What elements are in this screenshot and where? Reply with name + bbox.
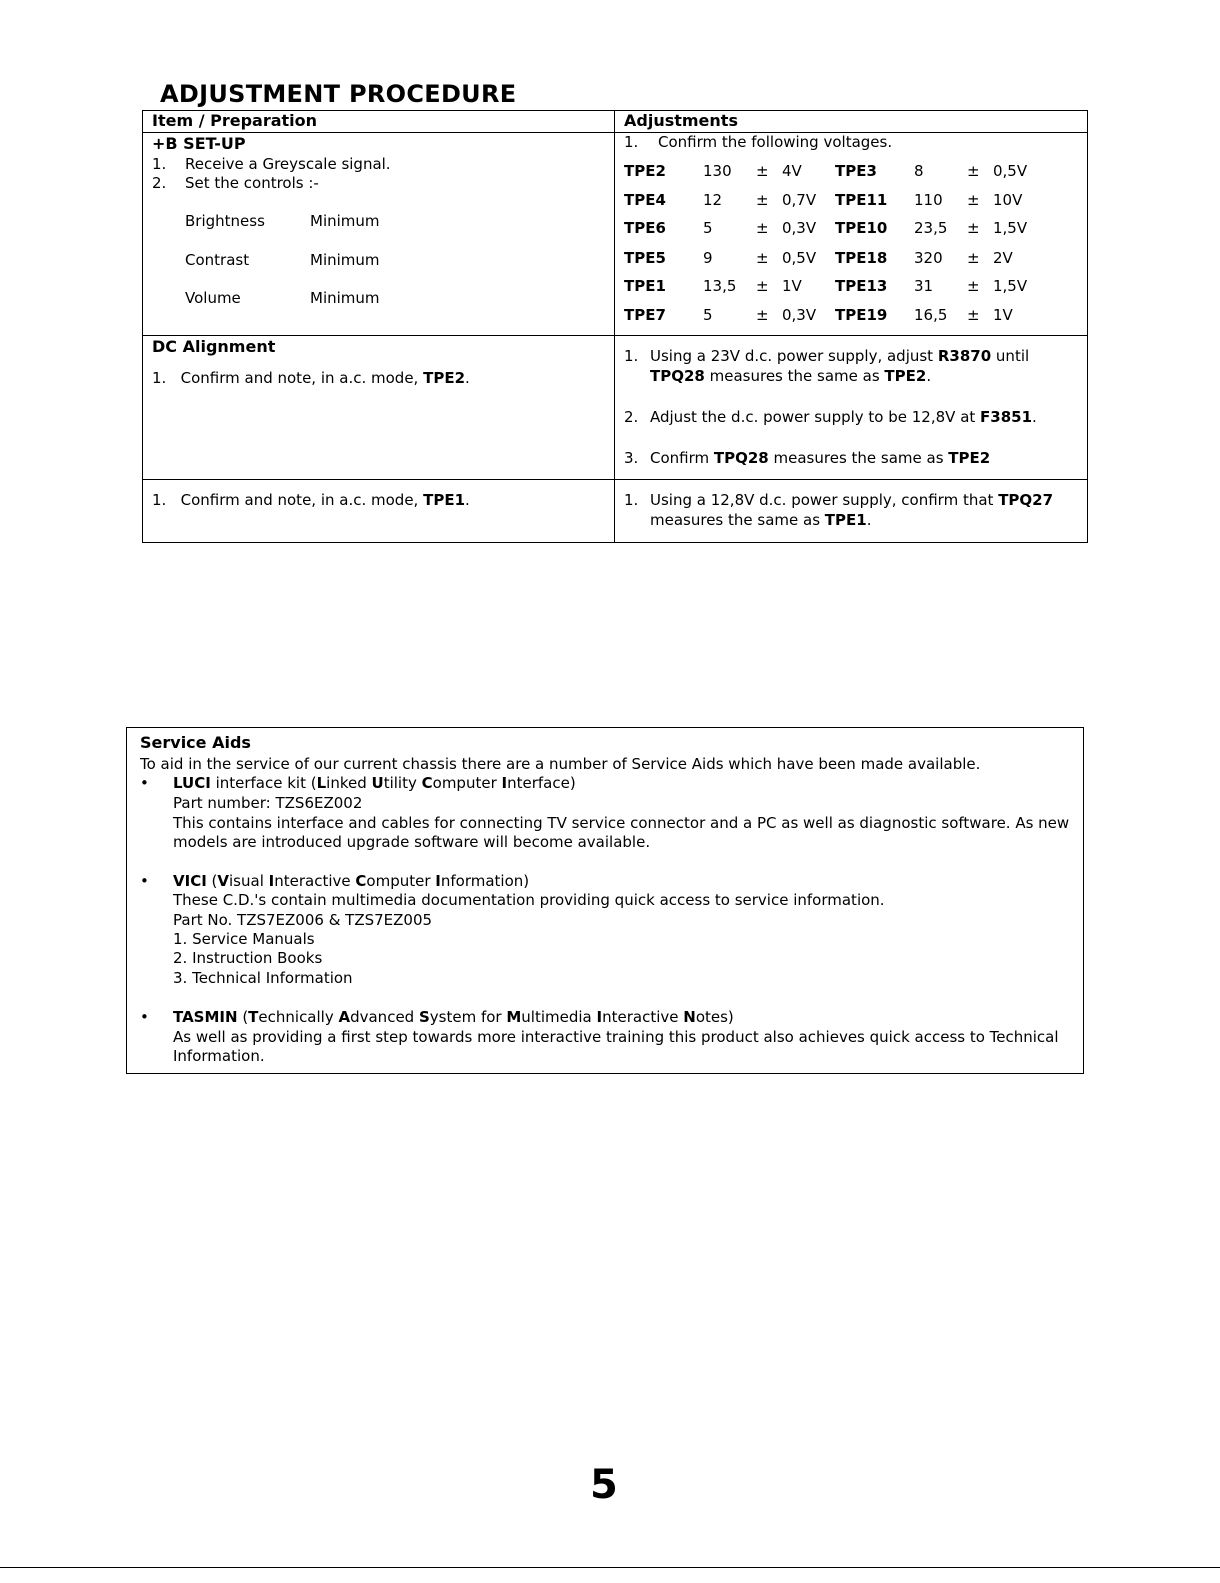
voltage-cell: 0,7V <box>782 191 817 209</box>
voltage-cell: ± <box>967 219 980 237</box>
control-value: Minimum <box>310 289 380 307</box>
voltage-cell: 0,5V <box>782 249 817 267</box>
voltage-cell: 31 <box>914 277 934 295</box>
prep-text: Confirm and note, in a.c. mode, <box>180 369 424 387</box>
list-item: 3. <box>624 449 639 467</box>
voltage-cell: ± <box>756 306 769 324</box>
vici-name: VICI <box>173 872 207 890</box>
text: measures the same as <box>650 511 825 529</box>
tasmin-name: TASMIN <box>173 1008 238 1026</box>
text-bold: TPQ28 <box>650 367 705 385</box>
luci-part: Part number: TZS6EZ002 <box>173 794 363 812</box>
table-header-divider <box>142 132 1088 133</box>
voltage-cell: 16,5 <box>914 306 948 324</box>
bullet: • <box>140 774 149 792</box>
page-number: 5 <box>590 1462 618 1508</box>
text-bold: TPE2 <box>948 449 991 467</box>
list-item: 2. <box>624 408 639 426</box>
table-row-divider <box>142 479 1088 480</box>
voltage-cell: 4V <box>782 162 802 180</box>
control-name: Volume <box>185 289 241 307</box>
col-header-item: Item / Preparation <box>152 111 318 130</box>
luci-desc: This contains interface and cables for connecting TV service connector and a PC as well as diagnostic software. As new <box>173 814 1070 832</box>
prep-bold: TPE2 <box>423 369 466 387</box>
list-item-text: TPQ28 measures the same as TPE2. <box>650 367 932 385</box>
text: measures the same as <box>704 367 885 385</box>
voltage-cell: ± <box>967 306 980 324</box>
bullet: • <box>140 1008 149 1026</box>
list-item: 1. <box>152 155 167 173</box>
text: measures the same as <box>768 449 949 467</box>
service-aids-intro: To aid in the service of our current chassis there are a number of Service Aids which have been made available. <box>140 755 981 773</box>
section-heading: +B SET-UP <box>152 134 246 153</box>
prep-text: Confirm and note, in a.c. mode, <box>180 491 424 509</box>
voltage-cell: 10V <box>993 191 1023 209</box>
voltage-cell: ± <box>967 191 980 209</box>
test-point-label: TPE4 <box>624 191 666 209</box>
page-title: ADJUSTMENT PROCEDURE <box>160 80 517 108</box>
tasmin-desc: As well as providing a first step towards more interactive training this product also achieves quick access to Technical <box>173 1028 1059 1046</box>
list-item: 2. <box>152 174 167 192</box>
vici-desc: These C.D.'s contain multimedia documentation providing quick access to service information. <box>173 891 885 909</box>
voltage-cell: 0,3V <box>782 219 817 237</box>
list-item: 1. Confirm and note, in a.c. mode, TPE2. <box>152 369 470 387</box>
voltage-cell: 0,5V <box>993 162 1028 180</box>
voltage-cell: 130 <box>703 162 732 180</box>
voltage-cell: ± <box>967 249 980 267</box>
list-item: 1. <box>624 491 639 509</box>
col-header-adjustments: Adjustments <box>624 111 738 130</box>
text-bold: TPE2 <box>884 367 927 385</box>
voltage-cell: ± <box>756 219 769 237</box>
voltage-cell: ± <box>756 191 769 209</box>
test-point-label: TPE2 <box>624 162 666 180</box>
list-item-text: Receive a Greyscale signal. <box>185 155 391 173</box>
text: Adjust the d.c. power supply to be 12,8V at <box>650 408 981 426</box>
bottom-rule <box>0 1567 1220 1568</box>
text-bold: F3851 <box>980 408 1033 426</box>
list-item: 1. <box>624 133 639 151</box>
tasmin-desc: Information. <box>173 1047 265 1065</box>
list-item-text: measures the same as TPE1. <box>650 511 872 529</box>
vici-part: Part No. TZS7EZ006 & TZS7EZ005 <box>173 911 433 929</box>
text: until <box>991 347 1030 365</box>
control-value: Minimum <box>310 251 380 269</box>
vici-item: 1. Service Manuals <box>173 930 315 948</box>
list-item: 1. <box>624 347 639 365</box>
voltage-cell: ± <box>967 277 980 295</box>
test-point-label: TPE13 <box>835 277 888 295</box>
luci-name: LUCI <box>173 774 211 792</box>
list-item-text <box>650 491 1053 509</box>
voltage-cell: ± <box>756 162 769 180</box>
voltage-cell: 5 <box>703 219 713 237</box>
voltage-cell: 8 <box>914 162 924 180</box>
voltage-cell: 5 <box>703 306 713 324</box>
voltage-cell: 0,3V <box>782 306 817 324</box>
voltage-cell: ± <box>756 277 769 295</box>
text: Using a 23V d.c. power supply, adjust <box>650 347 938 365</box>
text-bold: R3870 <box>937 347 992 365</box>
list-item: 1. Confirm and note, in a.c. mode, TPE1. <box>152 491 470 509</box>
test-point-label: TPE10 <box>835 219 888 237</box>
test-point-label: TPE5 <box>624 249 666 267</box>
test-point-label: TPE11 <box>835 191 888 209</box>
voltage-cell: 110 <box>914 191 943 209</box>
list-item-text: Adjust the d.c. power supply to be 12,8V at F3851. <box>650 408 1037 426</box>
test-point-label: TPE19 <box>835 306 888 324</box>
list-item-text <box>650 347 1029 365</box>
tasmin-heading: TASMIN (Technically Advanced System for Multimedia Interactive Notes) <box>173 1008 734 1026</box>
test-point-label: TPE1 <box>624 277 666 295</box>
vici-item: 2. Instruction Books <box>173 949 323 967</box>
adjust-intro: Confirm the following voltages. <box>658 133 893 151</box>
control-value: Minimum <box>310 212 380 230</box>
control-name: Contrast <box>185 251 250 269</box>
voltage-cell: 12 <box>703 191 723 209</box>
voltage-cell: ± <box>967 162 980 180</box>
text: Confirm <box>650 449 714 467</box>
test-point-label: TPE18 <box>835 249 888 267</box>
service-aids-title: Service Aids <box>140 733 251 752</box>
voltage-cell: 23,5 <box>914 219 948 237</box>
test-point-label: TPE7 <box>624 306 666 324</box>
voltage-cell: ± <box>756 249 769 267</box>
luci-desc: models are introduced upgrade software will become available. <box>173 833 651 851</box>
voltage-cell: 1V <box>993 306 1013 324</box>
voltage-cell: 1,5V <box>993 219 1028 237</box>
voltage-cell: 9 <box>703 249 713 267</box>
test-point-label: TPE3 <box>835 162 877 180</box>
test-point-label: TPE6 <box>624 219 666 237</box>
voltage-cell: 320 <box>914 249 943 267</box>
voltage-cell: 1,5V <box>993 277 1028 295</box>
prep-bold: TPE1 <box>423 491 466 509</box>
control-name: Brightness <box>185 212 265 230</box>
text-bold: TPQ27 <box>998 491 1054 509</box>
voltage-cell: 1V <box>782 277 802 295</box>
list-item-text: Set the controls :- <box>185 174 319 192</box>
voltage-cell: 2V <box>993 249 1013 267</box>
list-item-text <box>650 449 990 467</box>
luci-heading: LUCI interface kit (Linked Utility Computer Interface) <box>173 774 576 792</box>
vici-heading: VICI (Visual Interactive Computer Information) <box>173 872 530 890</box>
text-bold: TPE1 <box>824 511 867 529</box>
text: Using a 12,8V d.c. power supply, confirm that <box>650 491 999 509</box>
section-heading: DC Alignment <box>152 337 276 356</box>
voltage-cell: 13,5 <box>703 277 737 295</box>
bullet: • <box>140 872 149 890</box>
vici-item: 3. Technical Information <box>173 969 353 987</box>
text-bold: TPQ28 <box>713 449 769 467</box>
table-row-divider <box>142 335 1088 336</box>
